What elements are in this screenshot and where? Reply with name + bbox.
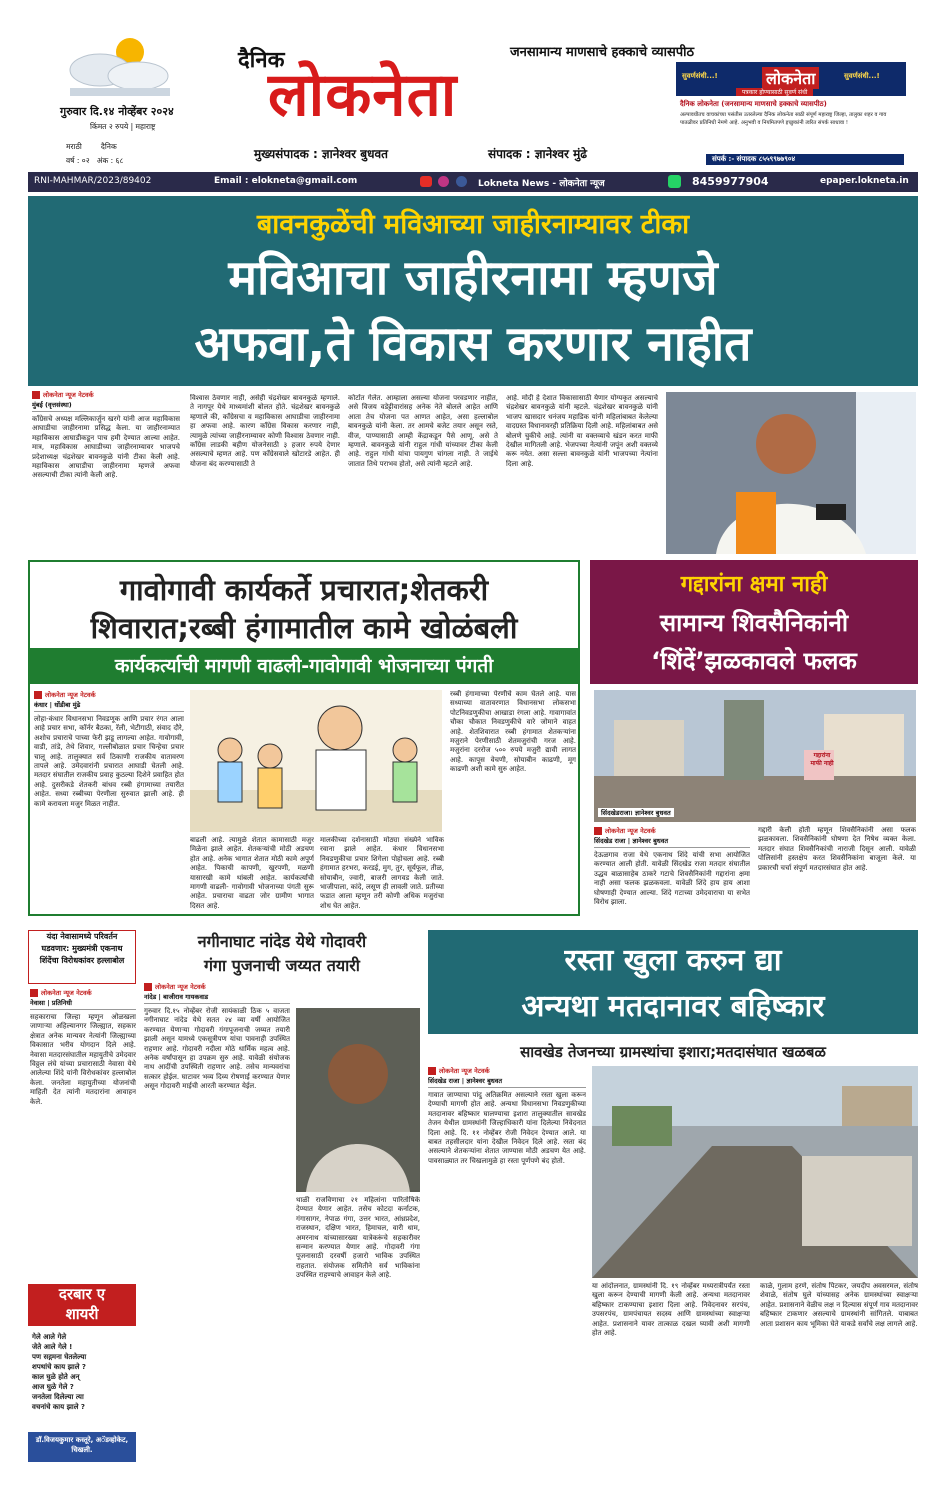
story6-photo bbox=[592, 1066, 918, 1278]
issue-lang: मराठी bbox=[66, 142, 82, 151]
email-link[interactable]: Email : elokneta@gmail.com bbox=[214, 176, 358, 186]
story3-photo-caption: सिंदखेडराजा। ज्ञानेश्वर बुधवत bbox=[598, 808, 674, 817]
story5-dateline: नांदेड | बाजीराव गायकवाड bbox=[144, 991, 290, 1004]
story3-banner: गद्दारांना माफी नाही bbox=[810, 752, 834, 767]
story4-headline-line1: यंदा नेवासामध्ये परिवर्तन bbox=[46, 932, 118, 941]
brand-small: दैनिक bbox=[238, 48, 285, 73]
issue-frequency: दैनिक bbox=[100, 142, 117, 151]
story4-dateline: नेवासा | प्रतिनिधी bbox=[30, 997, 136, 1010]
story2-col3: मालकीच्या दर्शनासाठी मोठ्या संख्येने भाविक रवाना झाले आहेत. कंधार विधानसभा निवडणुकीचा प्रचार शिगेला पोहोचला आहे. रब्बी हंगामात हरभरा, करडई, मुग, तुर, सूर्यफूल, तीळ, सोयाबीन, ज्वारी, बाजरी लागवड केली जाते. भाजीपाला, कांदे, लसूण ही लावली जाते. प्रतीच्या फडात आला म्हणून तरी कोणी अधिक मजुरांचा शोध घेत आहेत. bbox=[320, 836, 444, 910]
masthead bbox=[0, 0, 945, 172]
story6-headline-line2: अन्यथा मतदानावर बहिष्कार bbox=[521, 989, 825, 1024]
story2-byline: लोकनेता न्यूज नेटवर्क bbox=[34, 690, 184, 699]
lokneta-logo-icon bbox=[34, 691, 42, 699]
lead-col1: काँग्रेसचे अध्यक्ष मल्लिकार्जुन खरगे यांनी आज महाविकास आघाडीचा जाहीरनामा प्रसिद्ध केला. या जाहीरनाम्यात महाविकास आघाडीकडून पाच हमी देण्यात आल्या आहेत. मात्र, महाविकास आघाडीच्या जाहीरनाम्यावर भाजपचे प्रदेशाध्यक्ष चंद्रशेखर बावनकुळे यांनी टीका केली आहे. महाविकास आघाडीचा जाहीरनामा म्हणजे अफवा असल्याची टीका त्यांनी केली आहे. bbox=[32, 415, 180, 480]
story5-col2: थाळी राजविणाचा २१ महिलांना पारितोषिके देण्यात येणार आहेत. तसेच कोटदा कर्नाटक, गंगासागर, नेपाळ गंगा, उत्तर भारत, आंध्रप्रदेश, राजस्थान, दक्षिण भारत, हिमाचल, वारी धाम, अमरनाथ यांच्यासारख्या यात्रेकरूंचे सहकारीवर सन्मान करण्यात येणार आहे. गोदावरी गंगा पूजनासाठी दरवर्षी हजारो भाविक उपस्थित राहतात. संयोजक समितीने सर्व भाविकांना उपस्थित राहण्याचे आवाहन केले आहे. bbox=[296, 1196, 420, 1280]
story6-col2: या आंदोलनात, ग्रामस्थांनी दि. १९ नोव्हेंबर मध्यरात्रीपर्यंत रस्ता खुला करून देण्याची मागणी केली आहे. अन्यथा मतदानावर बहिष्कार टाकण्याचा इशारा दिला आहे. निवेदनावर सरपंच, उपसरपंच, ग्रामपंचायत सदस्य आणि ग्रामस्थांच्या स्वाक्षऱ्या आहेत. प्रशासनाने यावर तात्काळ दखल घ्यावी अशी मागणी होत आहे. bbox=[592, 1282, 750, 1338]
story3-col2: गद्दारी केली होती म्हणून शिवसैनिकांनी असा फलक झळकावला. शिवसैनिकांनी घोषणा देत निषेध व्यक्त केला. मतदार संघात शिवसैनिकांची नाराजी दिसून आली. यावेळी पोलिसांनी हस्तक्षेप करत शिवसैनिकांना बाजूला केले. या प्रकारची चर्चा संपूर्ण मतदारसंघात होत आहे. bbox=[758, 826, 916, 872]
youtube-icon[interactable] bbox=[420, 176, 432, 187]
recruitment-ad bbox=[676, 62, 906, 166]
story4-body: सहकाराचा जिल्हा म्हणून ओळखला जाणाऱ्या अहिल्यानगर जिल्ह्यात, सहकार क्षेत्रात अनेक मान्यवर नेत्यांनी जिल्ह्याच्या विकासात भरीव योगदान दिले आहे. नेवासा मतदारसंघातील महायुतीचे उमेदवार विठ्ठल लंघे यांच्या प्रचारासाठी नेवासा येथे आलेल्या शिंदे यांनी विरोधकांवर हल्लाबोल केला. जनतेला महायुतीच्या योजनांची माहिती देत त्यांनी मतदारांना आवाहन केले. bbox=[30, 1013, 136, 1106]
story2-col1: लोहा-कंधार विधानसभा निवडणूक आणि प्रचार रंगत आला आहे प्रचार सभा, कॉर्नर बैठका, रॅली, भेटीगाठी, संवाद दौरे, अशोच प्रचाराचे पाच्या फेरी झडू लागल्या आहेत. गावोगावी, वाडी, तांडे, तेथे शिवार, गल्लीबोळात प्रचार चिन्हेचा प्रचार चालू आहे. तालुक्यात सर्व ठिकाणी राजकीय वातावरण तापले आहे. उमेदवारांनी प्रचारात आघाडी घेतली आहे. मतदार संघातील राजकीय प्रवाह कुठल्या दिशेने प्रवाहित होत आहे. दुसरीकडे शेतकरी बांधव रब्बी हंगामाच्या तयारीत आहेत. सध्या रब्बीच्या पेरणीला सुरुवात झाली आहे. ही कामे करायला मजुर मिळत नाहीत. bbox=[34, 715, 184, 808]
lead-col4: आहे. मोदी हे देशात विकासासाठी येणार योग्यकृत असल्याचे चंद्रशेखर बावनकुळे यांनी म्हटले. चंद्रशेखर बावनकुळे यांनी भाजप खासदार धनंजय महाडिक यांनी महिलांबाबत केलेल्या वादग्रस्त विधानावरही प्रतिक्रिया दिली आहे. महिलांबाबत असे बोलणे चुकीचे आहे. त्यांनी या वक्तव्याचे खंडन करत माफी देखील मागितली आहे. भेजपच्या नेत्यांनी जपूंन अशी वक्तव्ये करू नयेत. असा सल्ला बावनकुळे यांनी भाजपच्या नेत्यांना दिला आहे. bbox=[506, 394, 658, 468]
lead-byline: लोकनेता न्यूज नेटवर्क bbox=[32, 390, 180, 399]
poet-name: डॉ.विजयकुमार कस्तूरे, अॅडव्होकेट, चिखली. bbox=[28, 1432, 136, 1462]
story5-headline-line1: नगीनाघाट नांदेड येथे गोदावरी bbox=[197, 932, 367, 951]
rni-number: RNI-MAHMAR/2023/89402 bbox=[34, 176, 152, 186]
ad-contact: संपर्क :- संपादक ८५५९९७७९०४ bbox=[706, 154, 904, 165]
story2-col2: बाढली आहे. त्यामुळे शेतात कामासाठी मजुर मिळेना झाले आहेत. शेतकऱ्यांची मोठी अडचण होत आहे. अनेक भागात शेतात मोठी कामे अपूर्ण आहेत. पिकाची कापणी, खुरपणी, मळणी यासारखी कामे थांबली आहेत. कार्यकर्त्यांची मागणी वाढली- गावोगावी भोजनाच्या पंगती सुरू आहेत. प्रचाराचा वाढता जोर ग्रामीण भागात दिसत आहे. bbox=[190, 836, 314, 910]
story6-subhead: सावखेड तेजनच्या ग्रामस्थांचा इशारा;मतदासंघात खळबळ bbox=[520, 1043, 826, 1061]
lead-dateline: मुंबई (वृत्तसंस्था) bbox=[32, 399, 180, 412]
lokneta-logo-icon bbox=[428, 1067, 436, 1075]
story3-photo bbox=[594, 690, 916, 822]
social-handle[interactable]: Lokneta News - लोकनेता न्यूज bbox=[478, 179, 605, 189]
ad-strip: पत्रकार होण्यासाठी सुवर्ण संधी bbox=[736, 88, 813, 96]
story2-dateline: कंधार | धोंडीबा मुंढे bbox=[34, 699, 184, 712]
story2-col4: रब्बी हंगामाच्या पेरणीचे काम घेतले आहे. यास सध्याच्या वातावरणात विधानसभा लोकसभा पोटनिवडणुकीचा आखाडा रंगला आहे. गावागावांत चौका चौकात निवडणुकीचे वारे जोमाने वाहत आहे. शेतशिवारात रब्बी हंगामात शेतकऱ्यांना मजुराने पेरणीसाठी शेतमजुरांची गरज आहे. मजुरांना दररोज ५०० रुपये मजुरी द्यावी लागत आहे. कापूस वेचणी, सोयाबीन काढणी, मूग काढणी अशी कामे सुरु आहेत. bbox=[450, 690, 576, 774]
story4-headline-line3: शिंदेंचा विरोधकांवर हल्लाबोल bbox=[39, 956, 125, 965]
story2-headline-line1: गावोगावी कार्यकर्ते प्रचारात;शेतकरी bbox=[119, 573, 489, 607]
ad-title: दैनिक लोकनेता (जनसामान्य माणसाचे हक्काचे व्यासपीठ) bbox=[680, 100, 827, 108]
ad-body: अल्पावधीतच वाचकांच्या पसंतीस उतरलेल्या दैनिक लोकनेता साठी संपूर्ण महाराष्ट्र जिल्हा, तालुका शहर व गाव पातळीवर प्रतिनिधी नेमणे आहे. अनुभवी व नियमितपणे इच्छुकांनी त्वरित संपर्क साधावा ! bbox=[680, 112, 887, 126]
lead-article bbox=[28, 390, 918, 558]
lokneta-logo-icon bbox=[30, 989, 38, 997]
info-bar bbox=[28, 172, 918, 192]
issue-number: अंक : ६८ bbox=[96, 156, 124, 165]
issue-date: गुरुवार दि.१४ नोव्हेंबर २०२४ bbox=[60, 105, 174, 118]
story2-headline-line2: शिवारात;रब्बी हंगामातील कामे खोळंबली bbox=[90, 611, 518, 645]
tagline: जनसामान्य माणसाचे हक्काचे व्यासपीठ bbox=[510, 45, 695, 60]
poetry-title-line1: दरबार ए bbox=[58, 1285, 106, 1303]
story6-headline-block bbox=[428, 930, 918, 1034]
ad-logo: लोकनेता bbox=[762, 67, 819, 89]
epaper-link[interactable]: epaper.lokneta.in bbox=[820, 176, 909, 186]
lead-photo bbox=[666, 392, 916, 554]
story3-col1: देऊळगाव राजा येथे एकनाथ शिंदे यांची सभा आयोजित करण्यात आली होती. यावेळी सिंदखेड राजा मतदार संघातील उद्धव बाळासाहेब ठाकरे गटाचे शिवसैनिकांनी गद्दारांना क्षमा नाही असा फलक झळकवला. यावेळी शिंदे हाय हाय आशा घोषणाही देण्यात आल्या. शिंदे गटाच्या उमेदवाराचा या सभेत विरोध झाला. bbox=[594, 851, 750, 907]
poetry-title-line2: शायरी bbox=[65, 1305, 99, 1323]
story4-frame bbox=[28, 930, 136, 984]
issue-year: वर्ष : ०२ bbox=[66, 156, 90, 165]
story5-byline: लोकनेता न्यूज नेटवर्क bbox=[144, 982, 290, 991]
weather-icon bbox=[60, 30, 180, 100]
story3-headline-block bbox=[590, 560, 918, 684]
story3-headline-line3: ‘शिंदें’झळकावले फलक bbox=[651, 647, 857, 675]
instagram-icon[interactable] bbox=[438, 176, 449, 187]
story6-headline-line1: रस्ता खुला करुन द्या bbox=[564, 943, 782, 978]
story6-dateline: सिंदखेड राजा | ज्ञानेश्वर बुधवत bbox=[428, 1075, 586, 1088]
ad-gold-left: सुवर्णसंधी...! bbox=[682, 72, 718, 80]
story3-headline-line1: गद्दारांना क्षमा नाही bbox=[680, 572, 828, 597]
story3-byline: लोकनेता न्यूज नेटवर्क bbox=[594, 826, 750, 835]
lead-headline-block bbox=[28, 196, 918, 386]
chief-editor: मुख्यसंपादक : ज्ञानेश्वर बुधवत bbox=[254, 147, 388, 161]
facebook-icon[interactable] bbox=[456, 176, 467, 187]
phone-number[interactable]: 8459977904 bbox=[692, 175, 769, 188]
story6-col3: काळे, गुलाम हरणे, संतोष पिटकर, जयदीप अवसरमल, संतोष शेवाळे, संतोष घुले यांच्यासह अनेक ग्रामस्थांच्या स्वाक्षऱ्या आहेत. प्रशासनाने वेळीच लक्ष न दिल्यास संपूर्ण गाव मतदानावर बहिष्कार टाकणार असल्याचे ग्रामस्थांनी सांगितले. याबाबत आता प्रशासन काय भूमिका घेते याकडे सर्वांचे लक्ष लागले आहे. bbox=[760, 1282, 918, 1328]
issue-meta bbox=[66, 140, 196, 168]
story4-headline-line2: घडवणार: मुख्यमंत्री एकनाथ bbox=[41, 944, 123, 953]
story2-cartoon bbox=[190, 690, 442, 832]
story2-subhead: कार्यकर्त्याची मागणी वाढली-गावोगावी भोजनाच्या पंगती bbox=[28, 648, 580, 684]
story3-dateline: सिंदखेड राजा | ज्ञानेश्वर बुधवत bbox=[594, 835, 750, 848]
issue-price: किंमत २ रुपये | महाराष्ट्र bbox=[90, 122, 156, 131]
story6-col1: गावात जाण्याचा पांदु अतिक्रमित असल्याने रस्ता खुला करून देण्याची मागणी होत आहे. अन्यथा विधानसभा निवडणुकीच्या मतदानावर बहिष्कार घालण्याचा इशारा तालुक्यातील सावखेड तेजन येथील ग्रामस्थांनी जिल्हाधिकारी यांना दिलेल्या निवेदनात दिला आहे. दि. ११ नोव्हेंबर रोजी निवेदन देण्यात आले. या बाबत तहसीलदार यांना देखील निवेदन दिले आहे. रस्ता बंद असल्याने शेतकऱ्यांना शेतात जाण्यास मोठी अडचण येत आहे. पावसाळ्यात तर चिखलामुळे हा रस्ता पूर्णपणे बंद होतो. bbox=[428, 1091, 586, 1165]
ad-gold-right: सुवर्णसंधी...! bbox=[844, 72, 880, 80]
story3-headline-line2: सामान्य शिवसैनिकांनी bbox=[659, 609, 849, 637]
story5-headline-line2: गंगा पुजनाची जय्यत तयारी bbox=[204, 956, 360, 975]
story5-photo bbox=[296, 1008, 420, 1192]
brand-logo: लोकनेता bbox=[268, 60, 458, 130]
poetry-header bbox=[28, 1284, 136, 1326]
poetry-body: गेले आले गेले जेते आले गेले ! पण सद्गमना घेतलेल्या शपथांचे काय झाले ? काल घुळे होते अन् आज घुळे गेले ? जनतेला दिलेल्या त्या वचनांचे काय झाले ? bbox=[32, 1333, 87, 1411]
lokneta-logo-icon bbox=[32, 391, 40, 399]
lead-headline-line2: अफवा,ते विकास करणार नाहीत bbox=[194, 316, 752, 372]
lead-kicker: बावनकुळेंची मविआच्या जाहीरनाम्यावर टीका bbox=[256, 209, 690, 240]
editor: संपादक : ज्ञानेश्वर मुंढे bbox=[488, 147, 588, 161]
story6-byline: लोकनेता न्यूज नेटवर्क bbox=[428, 1066, 586, 1075]
lokneta-logo-icon bbox=[144, 983, 152, 991]
lead-col2: विश्वास ठेवणार नाही, असेही चंद्रशेखर बावनकुळे म्हणाले. ते नागपूर येथे माध्यमांशी बोलत होते. चंद्रशेखर बावनकुळे म्हणाले की, काँग्रेसचा व महाविकास आघाडीचा जाहीरनामा हा अफवा आहे. कारण काँग्रेस विकास करणार नाही, त्यामुळे त्यांच्या जाहीरनाम्यावर कोणी विश्वास ठेवणार नाही. कॉंग्रेस लाडकी बहीण योजनेसाठी ३ हजार रुपये देणार असल्याचे म्हणत आहे. पण काँग्रेसवाले खोटारडे आहेत. ही योजना बंद करण्यासाठी ते bbox=[190, 394, 340, 468]
lokneta-logo-icon bbox=[594, 827, 602, 835]
story4-byline: लोकनेता न्यूज नेटवर्क bbox=[30, 988, 136, 997]
lead-headline-line1: मविआचा जाहीरनामा म्हणजे bbox=[228, 250, 718, 306]
whatsapp-icon[interactable] bbox=[668, 175, 681, 188]
story5-col1: गुरुवार दि.१५ नोव्हेंबर रोजी सायंकाळी ठिक ५ वाजता नगीनाघाट नांदेड येथे सतत २४ व्या वर्षी आयोजित करण्यात येणाऱ्या गोदावरी गंगापूजनाची जय्यत तयारी झाली असून यामध्ये एकसूत्रीपण यांचा पावनाही उपस्थित राहणार आहे. गोदावरी नदीला मोठे धार्मिक महत्व आहे. अनेक वर्षांपासून हा उपक्रम सुरु आहे. यावेळी संयोजक नाथ आदींची उपस्थिती राहणार आहे. तसेच मान्यवरांचा सत्कार होईल. घाटावर भव्य दिव्य रोषणाई करण्यात येणार असून गोदावरी माईची आरती करण्यात येईल. bbox=[144, 1007, 290, 1091]
lead-col3: कोर्टात गेलेत. आम्हाला असल्या योजना परवडणार नाहीत, असे विजय वडेट्टीवारांसह अनेक नेते बोलले आहेत आणि आता तेच योजना पत आणत आहेत, असा हल्लाबोल बावनकुळे यांनी केला. तर आमचे बजेट तयार असून रस्ते, वीज, पाण्यासाठी आम्ही केंद्राकडून पैसे आणू. असे ते म्हणाले. बावनकुळे यांनी राहुल गांधी यांच्यावर टीका केली आहे. राहुल गांधी यांचा पायगुण चांगला नाही. ते जाईथे जातात तिथे पराभव होतो, असे त्यांनी म्हटले आहे. bbox=[348, 394, 498, 468]
